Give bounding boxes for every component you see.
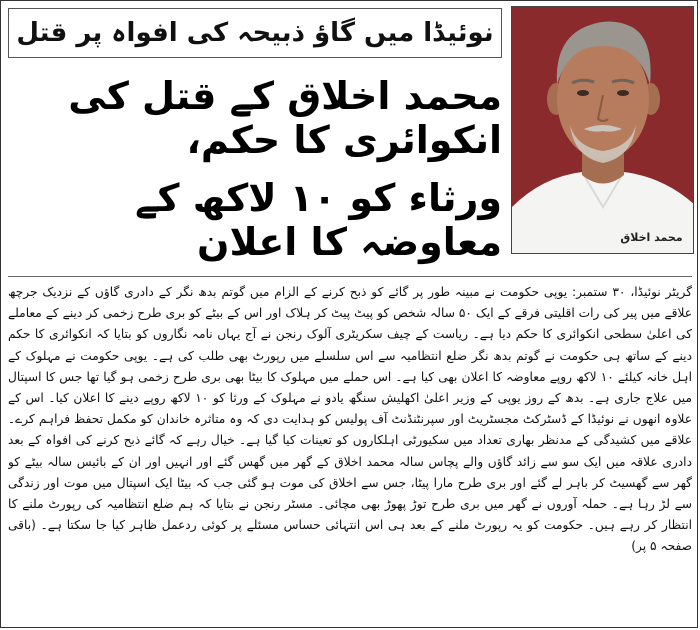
headline-line-1: محمد اخلاق کے قتل کی انکوائری کا حکم، (68, 74, 502, 162)
article-paragraph: گریٹر نوئیڈا، ۳۰ ستمبر: یوپی حکومت نے مبینہ طور پر گائے کو ذبح کرنے کے الزام میں گوتم بدھ نگر کے دادری گاؤں کے نزدیک جرچھ علاقے میں پیر کی رات اقلیتی فرقے کے ایک ۵۰ سالہ شخص کو پیٹ پیٹ کر ہلاک اور اس کے بیٹے کو بری طرح زخمی کر دینے کے معاملے کی اعلیٰ سطحی انکوائری کا حکم دیا ہے۔ ریاست کے چیف سکریٹری آلوک رنجن نے آج یہاں نامہ نگاروں کو بتایا کہ انکوائری کا حکم دینے کے ساتھ ہی حکومت نے گوتم بدھ نگر ضلع انتظامیہ سے اس سلسلے میں رپورٹ بھی طلب کی ہے۔ یوپی حکومت نے مہلوک کے اہل خانہ کیلئے ۱۰ لاکھ روپے معاوضہ کا اعلان بھی کیا ہے۔ اس حملے میں مہلوک کا بیٹا بھی بری طرح زخمی ہو گیا تھا جس کا اسپتال میں علاج جاری ہے۔ بدھ کے روز یوپی کے وزیر اعلیٰ اکھلیش سنگھ یادو نے مہلوک کے ورثا کو ۱۰ لاکھ روپے دینے کا اعلان کیا۔ اس کے علاوہ انھوں نے نوئیڈا کے ڈسٹرکٹ مجسٹریٹ اور سپرنٹنڈنٹ آف پولیس کو ہدایت دی کہ وہ متاثرہ خاندان کو مکمل تحفظ فراہم کرے۔ علاقے میں کشیدگی کے مدنظر بھاری تعداد میں سکیورٹی اہلکاروں کو تعینات کیا گیا ہے۔ خیال رہے کہ گائے ذبح کرنے کی افواہ کے بعد دادری علاقہ میں ایک سو سے زائد گاؤں والے پچاس سالہ محمد اخلاق کے گھر میں گھس گئے اور انہیں اور ان کے بائیس سالہ بیٹے کو گھر سے گھسیٹ کر باہر لے گئے اور بری طرح مارا پیٹا، جس سے اخلاق کی موت ہو گئی جب کہ بیٹا ایک اسپتال میں موت اور زندگی سے لڑ رہا ہے۔ حملہ آوروں نے گھر میں بری طرح توڑ پھوڑ بھی مچائی۔ مسٹر رنجن نے بتایا کہ ہم ضلع انتظامیہ کی رپورٹ ملنے کا انتظار کر رہے ہیں۔ حکومت کو یہ رپورٹ ملنے کے بعد ہی اس انتہائی حساس مسئلے پر کوئی ردعمل ظاہر کیا جا سکتا ہے۔ (باقی صفحہ ۵ پر) (8, 285, 692, 554)
photo-caption: محمد اخلاق (620, 231, 683, 244)
headline-line-2: ورثاء کو ۱۰ لاکھ کے معاوضہ کا اعلان (135, 176, 502, 264)
portrait-photo (511, 6, 694, 254)
divider (8, 276, 692, 277)
portrait-illustration (512, 7, 694, 254)
kicker-headline: نوئیڈا میں گاؤ ذبیحہ کی افواہ پر قتل (8, 8, 502, 58)
article-body (8, 282, 692, 622)
